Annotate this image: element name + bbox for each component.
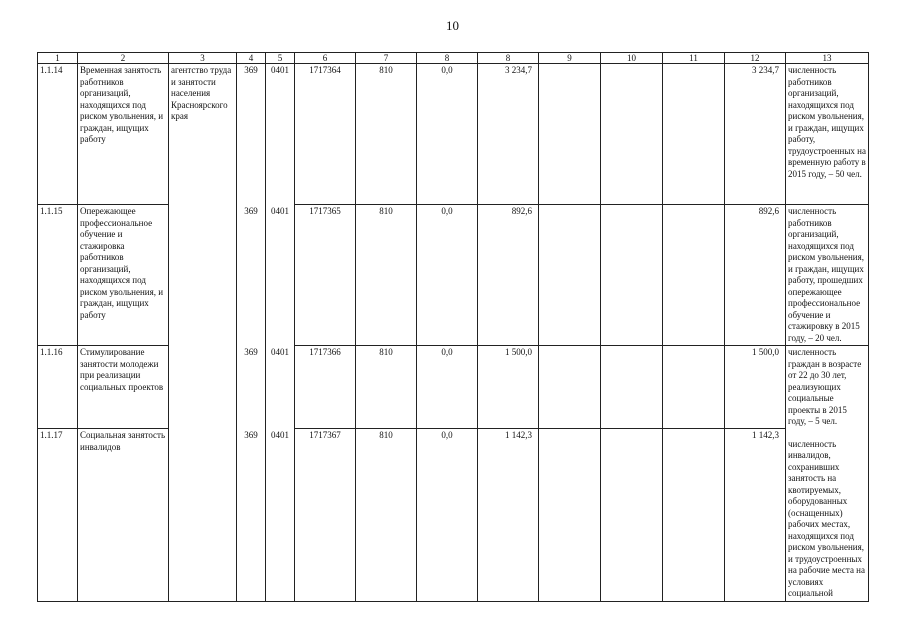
table-row	[38, 205, 869, 346]
expense-type-code: 810	[356, 346, 417, 429]
column-header: 2	[78, 53, 169, 64]
column-header: 6	[295, 53, 356, 64]
expense-type-code: 810	[356, 205, 417, 346]
table-row	[38, 346, 869, 429]
value-col-11	[663, 429, 725, 602]
target-article-code: 1717366	[295, 346, 356, 429]
column-header: 13	[786, 53, 869, 64]
total-value: 892,6	[725, 205, 786, 346]
section-code: 0401	[266, 64, 295, 205]
column-header: 7	[356, 53, 417, 64]
value-col-8b: 1 142,3	[478, 429, 539, 602]
expense-type-code: 810	[356, 429, 417, 602]
target-article-code: 1717367	[295, 429, 356, 602]
column-header: 12	[725, 53, 786, 64]
value-col-9	[539, 429, 601, 602]
section-code: 0401	[266, 429, 295, 602]
value-col-10	[601, 205, 663, 346]
row-number: 1.1.17	[38, 429, 78, 602]
header-row	[38, 53, 869, 64]
value-col-8b: 3 234,7	[478, 64, 539, 205]
value-col-8a: 0,0	[417, 429, 478, 602]
expected-result: численность работников организаций, находящихся под риском увольнения, и граждан, ищущих работу, прошедших опережающее профессиональное обучение и стажировку в 2015 году, – 20 чел.	[786, 205, 869, 346]
expense-type-code: 810	[356, 64, 417, 205]
column-header: 11	[663, 53, 725, 64]
column-header: 1	[38, 53, 78, 64]
grbs-code: 369	[237, 64, 266, 205]
target-article-code: 1717364	[295, 64, 356, 205]
target-article-code: 1717365	[295, 205, 356, 346]
grbs-code: 369	[237, 205, 266, 346]
section-code: 0401	[266, 346, 295, 429]
value-col-8b: 892,6	[478, 205, 539, 346]
total-value: 1 142,3	[725, 429, 786, 602]
column-header: 4	[237, 53, 266, 64]
column-header: 8	[417, 53, 478, 64]
value-col-11	[663, 346, 725, 429]
column-header: 5	[266, 53, 295, 64]
value-col-8a: 0,0	[417, 64, 478, 205]
expected-result: численность граждан в возрасте от 22 до 30 лет, реализующих социальные проекты в 2015 году, – 5 чел.	[786, 346, 869, 429]
value-col-8a: 0,0	[417, 346, 478, 429]
value-col-9	[539, 205, 601, 346]
agency-name: агентство труда и занятости населения Красноярского края	[169, 64, 237, 205]
column-header: 8	[478, 53, 539, 64]
column-header: 3	[169, 53, 237, 64]
activity-name: Стимулирование занятости молодежи при реализации социальных проектов	[78, 346, 169, 429]
value-col-8a: 0,0	[417, 205, 478, 346]
grbs-code: 369	[237, 346, 266, 429]
value-col-11	[663, 205, 725, 346]
value-col-9	[539, 64, 601, 205]
expected-result-text: численность инвалидов, сохранивших занятость на квотируемых, оборудованных (оснащенных) рабочих местах, находящихся под риском увольнения, и трудоустроенных на рабочие места на условиях социальной	[788, 438, 865, 598]
value-col-10	[601, 64, 663, 205]
activity-name: Временная занятость работников организаций, находящихся под риском увольнения, и граждан, ищущих работу	[78, 64, 169, 205]
value-col-11	[663, 64, 725, 205]
agency-name	[169, 346, 237, 429]
column-header: 10	[601, 53, 663, 64]
column-header: 9	[539, 53, 601, 64]
expected-result	[786, 429, 869, 602]
agency-name	[169, 429, 237, 602]
row-number: 1.1.16	[38, 346, 78, 429]
value-col-10	[601, 346, 663, 429]
value-col-10	[601, 429, 663, 602]
page-number: 10	[446, 18, 459, 33]
value-col-8b: 1 500,0	[478, 346, 539, 429]
table-row	[38, 429, 869, 602]
section-code: 0401	[266, 205, 295, 346]
expected-result: численность работников организаций, находящихся под риском увольнения, и граждан, ищущих работу, трудоустроенных на временную работу в 2015 году, – 50 чел.	[786, 64, 869, 205]
agency-name	[169, 205, 237, 346]
row-number: 1.1.14	[38, 64, 78, 205]
total-value: 1 500,0	[725, 346, 786, 429]
activity-name: Социальная занятость инвалидов	[78, 429, 169, 602]
activity-name: Опережающее профессиональное обучение и стажировка работников организаций, находящихся под риском увольнения, и граждан, ищущих работу	[78, 205, 169, 346]
row-number: 1.1.15	[38, 205, 78, 346]
value-col-9	[539, 346, 601, 429]
total-value: 3 234,7	[725, 64, 786, 205]
table-row	[38, 64, 869, 205]
budget-table	[37, 52, 869, 602]
grbs-code: 369	[237, 429, 266, 602]
